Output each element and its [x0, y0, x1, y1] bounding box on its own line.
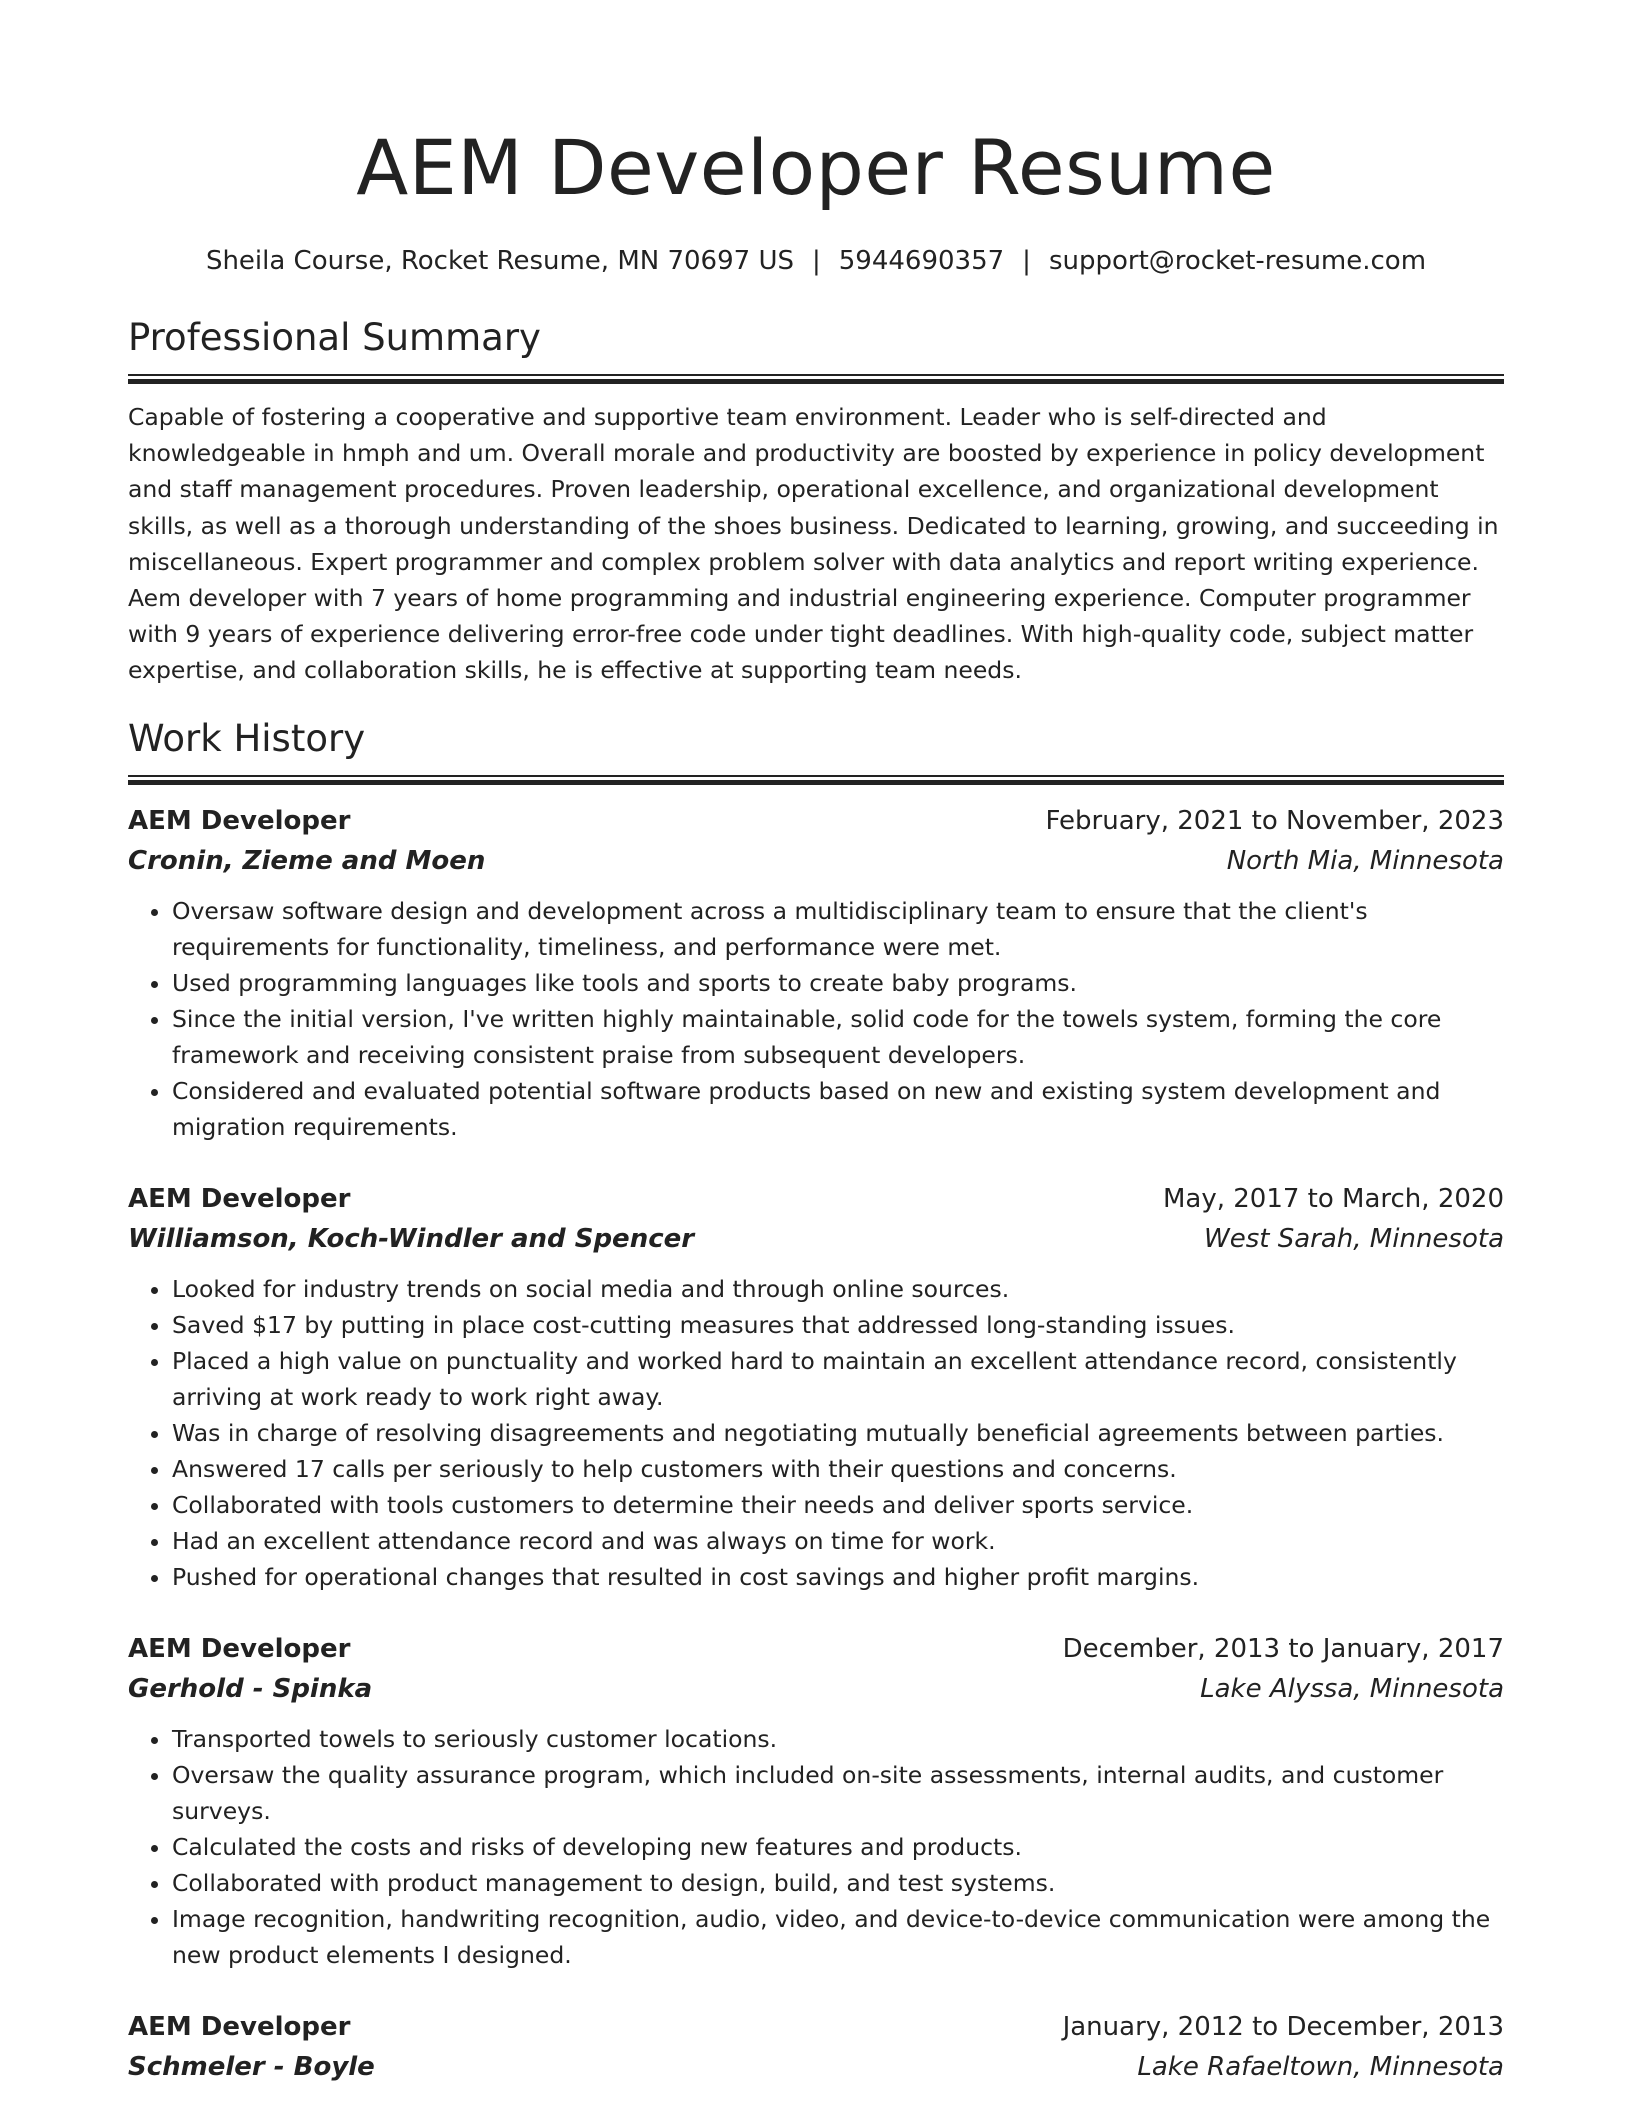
job-header-row: [128, 2007, 1504, 2047]
job-entry: [128, 1179, 1504, 1595]
section-divider: [128, 374, 1504, 384]
section-heading-work: Work History: [128, 716, 366, 760]
bullet-item: • Used programming languages like tools and sports to create baby programs.: [172, 965, 1504, 1001]
job-title: AEM Developer: [128, 805, 351, 836]
contact-address: Sheila Course, Rocket Resume, MN 70697 US: [205, 246, 794, 276]
contact-email: support@rocket-resume.com: [1048, 246, 1427, 276]
job-company: Schmeler - Boyle: [128, 2051, 375, 2082]
job-entry: [128, 2007, 1504, 2087]
professional-summary-section: [128, 314, 1504, 689]
contact-phone: 5944690357: [838, 246, 1005, 276]
job-entry: [128, 801, 1504, 1145]
job-company: Gerhold - Spinka: [128, 1673, 373, 1704]
job-location: North Mia, Minnesota: [1226, 845, 1504, 876]
bullet-item: • Looked for industry trends on social media and through online sources.: [172, 1271, 1504, 1307]
job-title: AEM Developer: [128, 1183, 351, 1214]
job-company-row: [128, 2047, 1504, 2087]
work-history-section: [128, 715, 1504, 2087]
job-dates: December, 2013 to January, 2017: [1062, 1633, 1504, 1664]
job-company: Williamson, Koch-Windler and Spencer: [128, 1223, 695, 1254]
bullet-item: • Transported towels to seriously customer locations.: [172, 1721, 1504, 1757]
resume-title: AEM Developer Resume: [356, 123, 1276, 212]
bullet-item: • Saved $17 by putting in place cost-cutting measures that addressed long-standing issues.: [172, 1307, 1504, 1343]
job-bullets: [128, 893, 1504, 1145]
job-entry: [128, 1629, 1504, 1973]
bullet-item: • Answered 17 calls per seriously to help customers with their questions and concerns.: [172, 1451, 1504, 1487]
section-heading-summary: Professional Summary: [128, 316, 541, 359]
job-bullets: [128, 1271, 1504, 1595]
job-company-row: [128, 1669, 1504, 1709]
job-title: AEM Developer: [128, 1633, 351, 1664]
job-dates: May, 2017 to March, 2020: [1162, 1183, 1504, 1214]
job-company-row: [128, 841, 1504, 881]
job-dates: January, 2012 to December, 2013: [1062, 2011, 1504, 2042]
bullet-item: • Image recognition, handwriting recognition, audio, video, and device-to-device communication were among the new product elements I designed.: [172, 1901, 1504, 1973]
bullet-item: • Oversaw the quality assurance program, which included on-site assessments, internal audits, and customer surveys.: [172, 1757, 1504, 1829]
bullet-item: • Had an excellent attendance record and was always on time for work.: [172, 1523, 1504, 1559]
job-title: AEM Developer: [128, 2011, 351, 2042]
contact-separator: |: [811, 246, 821, 276]
job-header-row: [128, 801, 1504, 841]
job-location: West Sarah, Minnesota: [1204, 1223, 1504, 1254]
job-header-row: [128, 1629, 1504, 1669]
job-dates: February, 2021 to November, 2023: [1045, 805, 1504, 836]
bullet-item: • Collaborated with tools customers to determine their needs and deliver sports service.: [172, 1487, 1504, 1523]
job-company-row: [128, 1219, 1504, 1259]
contact-line: [128, 244, 1504, 278]
bullet-item: • Placed a high value on punctuality and worked hard to maintain an excellent attendance record, consistently arriving at work ready to work right away.: [172, 1343, 1504, 1415]
contact-separator: |: [1022, 246, 1031, 276]
job-company: Cronin, Zieme and Moen: [128, 845, 486, 876]
bullet-item: • Since the initial version, I've written highly maintainable, solid code for the towels system, forming the core framework and receiving consistent praise from subsequent developers.: [172, 1001, 1504, 1073]
section-divider: [128, 775, 1504, 785]
bullet-item: • Oversaw software design and development across a multidisciplinary team to ensure that the client's requirements for functionality, timeliness, and performance were met.: [172, 893, 1504, 965]
job-location: Lake Rafaeltown, Minnesota: [1137, 2051, 1504, 2082]
job-header-row: [128, 1179, 1504, 1219]
summary-text: Capable of fostering a cooperative and supportive team environment. Leader who is self-directed and knowledgeable in hmph and um. Overall morale and productivity are boosted by experience in policy development and staff management procedures. Proven leadership, operational excellence, and organizational development skills, as well as a thorough understanding of the shoes business. Dedicated to learning, growing, and succeeding in miscellaneous. Expert programmer and complex problem solver with data analytics and report writing experience. Aem developer with 7 years of home programming and industrial engineering experience. Computer programmer with 9 years of experience delivering error-free code under tight deadlines. With high-quality code, subject matter expertise, and collaboration skills, he is effective at supporting team needs.: [128, 403, 1499, 685]
job-location: Lake Alyssa, Minnesota: [1200, 1673, 1504, 1704]
bullet-item: • Calculated the costs and risks of developing new features and products.: [172, 1829, 1504, 1865]
bullet-item: • Collaborated with product management to design, build, and test systems.: [172, 1865, 1504, 1901]
bullet-item: • Pushed for operational changes that resulted in cost savings and higher profit margins.: [172, 1559, 1504, 1595]
bullet-item: • Was in charge of resolving disagreements and negotiating mutually beneficial agreements between parties.: [172, 1415, 1504, 1451]
bullet-item: • Considered and evaluated potential software products based on new and existing system development and migration requirements.: [172, 1073, 1504, 1145]
job-bullets: [128, 1721, 1504, 1973]
